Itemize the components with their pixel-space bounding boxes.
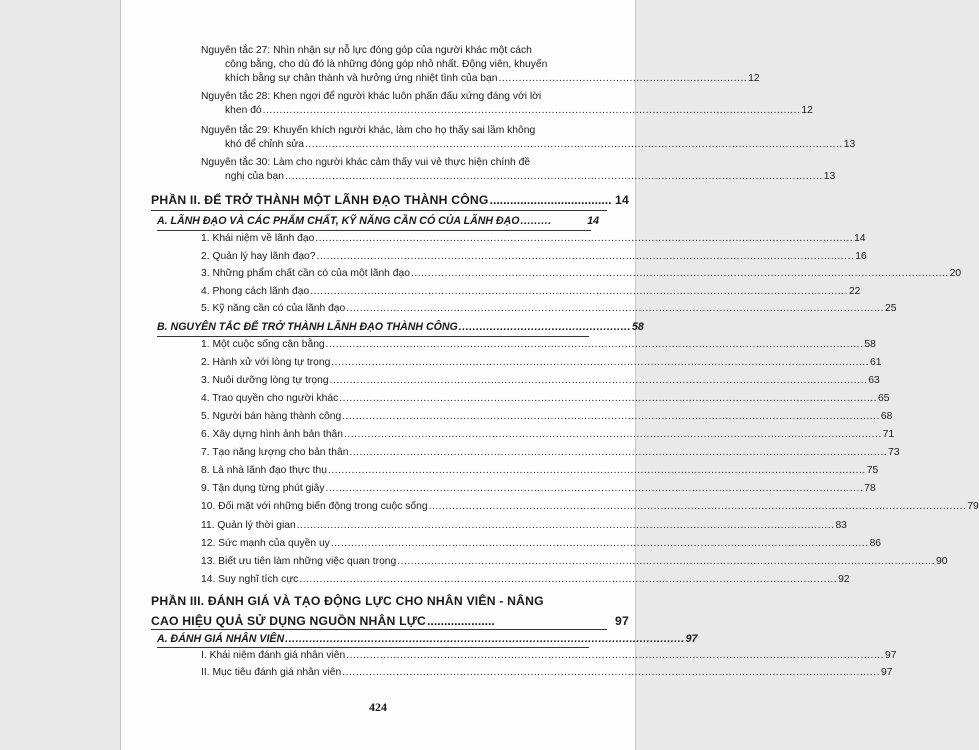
entry-line: khó để chỉnh sửa	[225, 139, 305, 150]
toc-item-label: 2. Quản lý hay lãnh đạo?	[201, 250, 316, 262]
part-title-line: CAO HIỆU QUẢ SỬ DỤNG NGUỒN NHÂN LỰC	[151, 614, 427, 628]
toc-item	[201, 356, 882, 370]
leader-dots: ....................................	[489, 193, 612, 207]
toc-item	[201, 250, 867, 264]
entry-line: nghị của bạn	[225, 171, 284, 182]
toc-item	[201, 232, 866, 246]
toc-item-label: 6. Xây dựng hình ảnh bản thân	[201, 429, 344, 441]
leader-dots: ................................................................................................................................................................	[346, 303, 884, 314]
toc-item	[201, 500, 979, 514]
page-number: 90	[935, 555, 948, 567]
leader-dots: ..........................................................................	[498, 73, 748, 84]
book-page	[120, 0, 979, 750]
page-number: 58	[631, 321, 644, 333]
divider	[157, 647, 589, 648]
leader-dots: ................................................................................................................................................................	[327, 465, 866, 477]
toc-item	[201, 573, 850, 587]
page-number: 92	[838, 573, 850, 585]
toc-entry-principle-29	[201, 124, 856, 152]
toc-item-label: 14. Suy nghĩ tích cực	[201, 573, 299, 585]
section-title: A. ĐÁNH GIÁ NHÂN VIÊN	[157, 633, 285, 645]
divider	[157, 230, 591, 231]
page-number: 25	[885, 303, 897, 314]
toc-item-label: 3. Nuôi dưỡng lòng tự trọng	[201, 375, 329, 387]
toc-item-label: I. Khái niệm đánh giá nhân viên	[201, 650, 346, 661]
leader-dots: ................................................................................................................................................................	[331, 357, 870, 369]
part-title-line: PHẦN III. ĐÁNH GIÁ VÀ TẠO ĐỘNG LỰC CHO NHÂN VIÊN - NÂNG	[151, 594, 544, 608]
page-number: 97	[615, 614, 629, 628]
leader-dots: .........	[520, 215, 552, 227]
leader-dots: ................................................................................................................................................................	[342, 411, 880, 423]
leader-dots: ................................................................................................................................................................	[346, 650, 884, 661]
toc-item-label: 7. Tạo năng lượng cho bản thân	[201, 447, 349, 459]
toc-item	[201, 464, 879, 478]
entry-line: Nguyên tắc 30: Làm cho người khác cảm thấy vui vẻ thực hiện chính đề	[201, 157, 531, 168]
toc-item-label: 5. Kỹ năng cần có của lãnh đạo	[201, 303, 346, 314]
leader-dots: ................................................................................................................................................................	[305, 139, 843, 150]
toc-item-label: 9. Tận dụng từng phút giây	[201, 483, 325, 495]
toc-item-label: 4. Phong cách lãnh đạo	[201, 285, 310, 297]
toc-item	[201, 374, 880, 388]
section-title: B. NGUYÊN TẮC ĐỂ TRỞ THÀNH LÃNH ĐẠO THÀNH CÔNG	[157, 321, 458, 333]
leader-dots: ................................................................................................................................................................	[330, 537, 869, 549]
section-a3-heading	[157, 632, 698, 646]
leader-dots: ................................................................................................................................................................	[325, 339, 864, 350]
toc-item-label: 11. Quản lý thời gian	[201, 519, 296, 531]
page-number: 13	[843, 139, 856, 150]
leader-dots: ................................................................................................................................................................	[296, 519, 835, 531]
page-number: 78	[864, 483, 876, 495]
toc-item	[201, 555, 948, 569]
toc-item-label: 4. Trao quyền cho người khác	[201, 393, 339, 405]
leader-dots: ................................................................................................................................................................	[310, 285, 848, 297]
toc-item	[201, 482, 876, 496]
divider	[151, 629, 607, 630]
leader-dots: ................................................................................................................................................................	[329, 375, 868, 387]
page-number: 73	[888, 447, 900, 459]
toc-entry-principle-30	[201, 156, 836, 184]
leader-dots: ................................................................................................................................................................	[262, 105, 801, 116]
page-number: 63	[868, 375, 880, 387]
part-title: PHẦN II. ĐỂ TRỞ THÀNH MỘT LÃNH ĐẠO THÀNH CÔNG	[151, 193, 489, 207]
entry-line: khen đó	[225, 105, 262, 116]
leader-dots: ................................................................................................................................................................	[315, 233, 854, 244]
toc-item	[201, 285, 861, 299]
page-number: 75	[866, 465, 879, 477]
toc-item-label: 2. Hành xử với lòng tự trọng	[201, 357, 331, 369]
page-number: 12	[748, 73, 760, 84]
section-title: A. LÃNH ĐẠO VÀ CÁC PHẨM CHẤT, KỸ NĂNG CẦN CÓ CỦA LÃNH ĐẠO	[157, 215, 520, 227]
toc-item	[201, 267, 962, 281]
leader-dots: ................................................................................................................................................................	[344, 429, 882, 441]
part-3-heading	[151, 591, 629, 631]
toc-item-label: 1. Khái niệm về lãnh đạo	[201, 233, 315, 244]
leader-dots: ................................................................................................................................................................	[342, 667, 880, 678]
toc-item	[201, 428, 895, 442]
entry-line: Nguyên tắc 28: Khen ngợi để người khác luôn phấn đấu xứng đáng với lời	[201, 91, 542, 102]
section-a-heading	[157, 214, 599, 228]
page-number: 20	[949, 268, 962, 279]
toc-item	[201, 537, 882, 551]
page-number: 22	[848, 285, 861, 297]
toc-item	[201, 410, 893, 424]
page-number: 97	[685, 633, 698, 645]
part-2-heading	[151, 193, 629, 207]
page-number: 14	[615, 193, 629, 207]
toc-item-label: II. Mục tiêu đánh giá nhân viên	[201, 667, 342, 678]
toc-item	[201, 519, 847, 533]
leader-dots: ....................	[427, 614, 495, 628]
toc-item-label: 5. Người bán hàng thành công	[201, 411, 342, 423]
entry-line: công bằng, cho dù đó là những đóng góp nhỏ nhất. Động viên, khuyến	[225, 59, 548, 70]
toc-item	[201, 392, 890, 406]
toc-item-label: 13. Biết ưu tiên làm những việc quan trọng	[201, 555, 397, 567]
page-number: 16	[855, 250, 867, 262]
toc-item-label: 12. Sức mạnh của quyền uy	[201, 537, 330, 549]
page-number: 68	[880, 411, 893, 423]
page-number: 14	[587, 215, 599, 227]
section-b-heading	[157, 320, 644, 334]
toc-item-label: 3. Những phẩm chất cần có của một lãnh đạo	[201, 268, 410, 279]
toc-entry-principle-28	[201, 90, 813, 118]
leader-dots: ................................................................................................................................................................	[349, 447, 888, 459]
leader-dots: ................................................................................................................................................................	[410, 268, 949, 279]
entry-line: Nguyên tắc 29: Khuyến khích người khác, làm cho họ thấy sai lầm không	[201, 125, 536, 136]
page-number: 71	[882, 429, 895, 441]
leader-dots: ................................................................................................................................................................	[284, 171, 823, 182]
page-number: 12	[801, 105, 813, 116]
toc-item	[201, 338, 876, 352]
divider	[151, 210, 607, 211]
toc-item	[201, 302, 897, 316]
leader-dots: ................................................................................................................................................................	[428, 501, 967, 513]
divider	[157, 336, 589, 337]
toc-item	[201, 446, 900, 460]
page-number: 58	[864, 339, 876, 350]
page-number: 79	[967, 501, 979, 513]
page-number: 83	[835, 519, 847, 531]
toc-item	[201, 666, 893, 680]
page-number: 97	[885, 650, 897, 661]
leader-dots: ................................................................................................................................................................	[325, 483, 864, 495]
toc-item-label: 1. Một cuộc sống cân bằng	[201, 339, 325, 350]
page-number: 14	[854, 233, 866, 244]
entry-line: Nguyên tắc 27: Nhìn nhận sự nỗ lực đóng góp của người khác một cách	[201, 45, 532, 56]
toc-item	[201, 649, 897, 663]
toc-entry-principle-27	[201, 44, 760, 86]
toc-item-label: 8. Là nhà lãnh đạo thực thụ	[201, 465, 327, 477]
leader-dots: ..................................................	[458, 321, 631, 333]
leader-dots: ................................................................................................................................................................	[397, 555, 935, 567]
leader-dots: ....................................................................................................................	[285, 633, 685, 645]
entry-line: khích bằng sự chân thành và hưởng ứng nhiệt tình của bạn	[225, 73, 498, 84]
leader-dots: ................................................................................................................................................................	[339, 393, 878, 405]
page-number: 65	[878, 393, 890, 405]
leader-dots: ................................................................................................................................................................	[316, 250, 855, 262]
page-folio: 424	[369, 700, 387, 714]
page-number: 13	[823, 171, 836, 182]
page-number: 61	[870, 357, 882, 369]
leader-dots: ................................................................................................................................................................	[299, 573, 838, 585]
page-number: 97	[880, 667, 893, 678]
toc-item-label: 10. Đối mặt với những biến động trong cuộc sống	[201, 501, 428, 513]
page-number: 86	[869, 537, 882, 549]
